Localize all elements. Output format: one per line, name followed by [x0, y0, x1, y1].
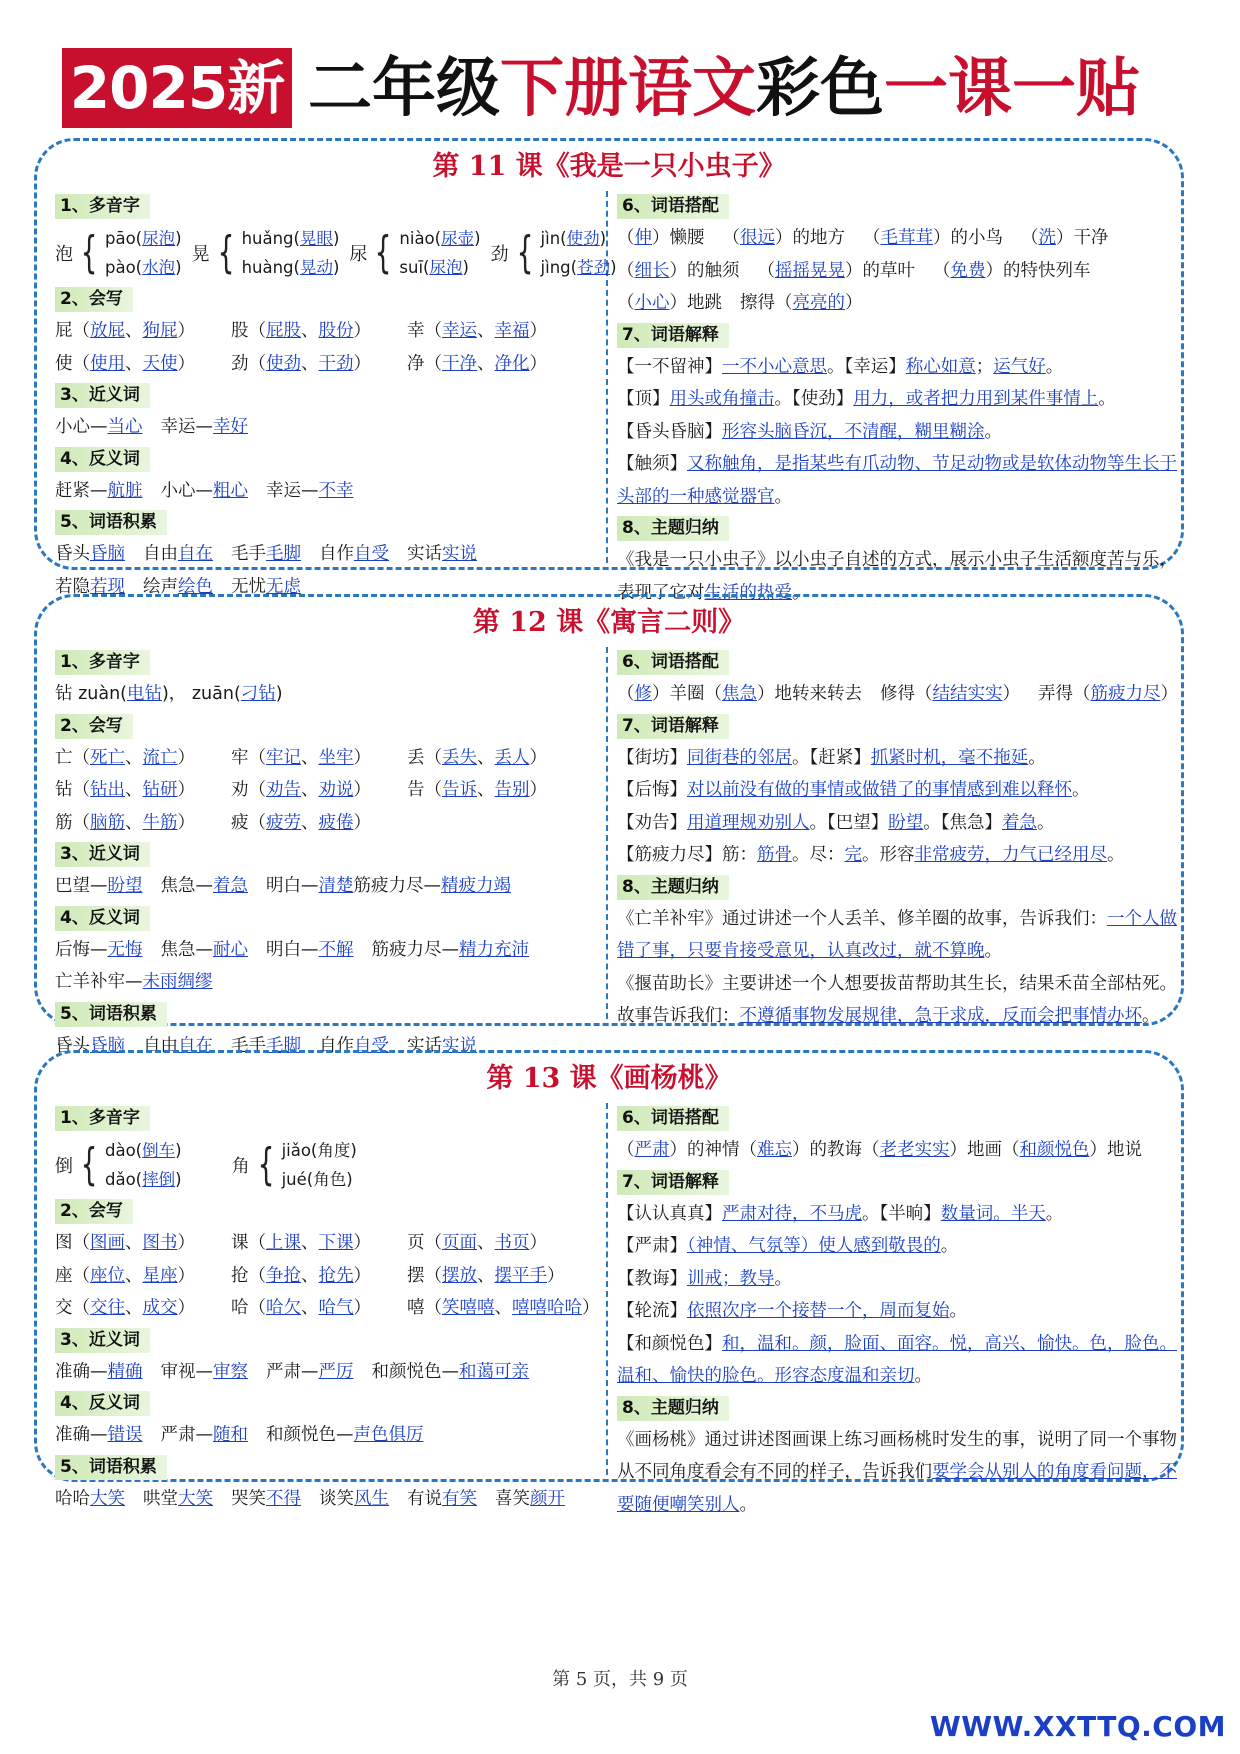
collocation-row: （小心）地跳 擦得（亮亮的） [617, 293, 863, 313]
write-row: 使（使用、天使） 劲（使劲、干劲） 净（干净、净化） [55, 353, 547, 374]
section-heading: 5、词语积累 [55, 510, 167, 535]
section-heading: 8、主题归纳 [617, 516, 729, 541]
section-heading: 3、近义词 [55, 842, 150, 867]
section-heading: 7、词语解释 [617, 1170, 729, 1195]
column-divider [606, 1103, 608, 1475]
explanation-row: 【轮流】依照次序一个接替一个，周而复始。 [617, 1301, 967, 1321]
right-column [617, 647, 1177, 1033]
section-heading: 4、反义词 [55, 906, 150, 931]
section-heading: 2、会写 [55, 1199, 133, 1224]
theme-text: 《亡羊补牢》通过讲述一个人丢羊、修羊圈的故事，告诉我们：一个人做错了事，只要肯接受意见，认真改过，就不算晚。 [617, 908, 1177, 961]
section-heading: 6、词语搭配 [617, 1106, 729, 1131]
left-column [55, 191, 617, 603]
section-heading: 4、反义词 [55, 447, 150, 472]
section-heading: 8、主题归纳 [617, 1396, 729, 1421]
section-heading: 2、会写 [55, 287, 133, 312]
polyphone-group: 晃 { huǎng(晃眼) huàng(晃动) [191, 227, 340, 278]
section-heading: 6、词语搭配 [617, 194, 729, 219]
section-heading: 5、词语积累 [55, 1455, 167, 1480]
collocation-row: （伸）懒腰 （很远）的地方 （毛茸茸）的小鸟 （洗）干净 [617, 228, 1109, 248]
write-row: 图（图画、图书） 课（上课、下课） 页（页面、书页） [55, 1233, 547, 1253]
theme-text: 《揠苗助长》主要讲述一个人想要拔苗帮助其生长，结果禾苗全部枯死。故事告诉我们：不遵循事物发展规律，急于求成，反而会把事情办坏。 [617, 973, 1177, 1026]
page-title: 二年级下册语文彩色一课一贴 [308, 51, 1140, 126]
section-heading: 6、词语搭配 [617, 650, 729, 675]
explanation-row: 【街坊】同街巷的邻居。【赶紧】抓紧时机，毫不拖延。 [617, 747, 1046, 768]
column-divider [606, 647, 608, 1019]
lesson-title: 第 12 课《寓言二则》 [472, 607, 746, 638]
polyphone-group: 倒 { dào(倒车) dǎo(摔倒) [55, 1139, 182, 1190]
theme-text: 《我是一只小虫子》以小虫子自述的方式，展示小虫子生活额度苦与乐，表现了它对生活的热爱。 [617, 550, 1177, 603]
section-heading: 7、词语解释 [617, 323, 729, 348]
accumulation-row: 昏头昏脑 自由自在 毛手毛脚 自作自受 实话实说 [55, 544, 477, 564]
section-heading: 5、词语积累 [55, 1002, 167, 1027]
antonym-row: 赶紧—航脏 小心—粗心 幸运—不幸 [55, 480, 354, 501]
antonym-row: 准确—错误 严肃—随和 和颜悦色—声色俱厉 [55, 1425, 424, 1445]
section-heading: 7、词语解释 [617, 714, 729, 739]
section-heading: 4、反义词 [55, 1391, 150, 1416]
explanation-row: 【后悔】对以前没有做的事情或做错了的事情感到难以释怀。 [617, 780, 1090, 800]
polyphone-group: 劲 { jìn(使劲) jìng(苍劲) [490, 227, 617, 278]
lesson-13-card [34, 1050, 1184, 1515]
synonym-row: 小心—当心 幸运—幸好 [55, 417, 248, 437]
explanation-row: 【筋疲力尽】筋：筋骨。尽：完。形容非常疲劳，力气已经用尽。 [617, 845, 1125, 865]
write-row: 座（座位、星座） 抢（争抢、抢先） 摆（摆放、摆平手） [55, 1265, 565, 1286]
accumulation-row: 若隐若现 绘声绘色 无忧无虑 [55, 576, 301, 597]
right-column [617, 1103, 1177, 1521]
explanation-row: 【教诲】训戒；教导。 [617, 1268, 792, 1289]
polyphone-row: 钻 zuàn(电钻)， zuān(刁钻) [55, 684, 283, 704]
lesson-title: 第 11 课《我是一只小虫子》 [432, 151, 786, 182]
section-heading: 1、多音字 [55, 650, 150, 675]
lesson-title: 第 13 课《画杨桃》 [486, 1063, 732, 1094]
section-heading: 3、近义词 [55, 1328, 150, 1353]
theme-text: 《画杨桃》通过讲述图画课上练习画杨桃时发生的事，说明了同一个事物从不同角度看会有不同的样子，告诉我们要学会从别人的角度看问题，不要随便嘲笑别人。 [617, 1429, 1177, 1515]
polyphone-row [55, 222, 617, 284]
collocation-row: （修）羊圈（焦急）地转来转去 修得（结结实实） 弄得（筋疲力尽） [617, 684, 1178, 704]
accumulation-row: 哈哈大笑 哄堂大笑 哭笑不得 谈笑风生 有说有笑 喜笑颜开 [55, 1488, 565, 1509]
polyphone-group: 泡 { pāo(尿泡) pào(水泡) [55, 227, 182, 278]
synonym-row: 巴望—盼望 焦急—着急 明白—清楚筋疲力尽—精疲力竭 [55, 876, 511, 896]
left-column [55, 1103, 600, 1515]
explanation-row: 【昏头昏脑】形容头脑昏沉，不清醒，糊里糊涂。 [617, 421, 1002, 442]
antonym-row: 亡羊补牢—未雨绸缪 [55, 972, 213, 992]
explanation-row: 【认认真真】严肃对待，不马虎。【半晌】数量词。半天。 [617, 1203, 1064, 1224]
antonym-row: 后悔—无悔 焦急—耐心 明白—不解 筋疲力尽—精力充沛 [55, 939, 529, 960]
polyphone-group: 尿 { niào(尿壶) suī(尿泡) [349, 227, 481, 278]
synonym-row: 准确—精确 审视—审察 严肃—严厉 和颜悦色—和蔼可亲 [55, 1361, 529, 1382]
page-header [62, 48, 1178, 134]
section-heading: 1、多音字 [55, 194, 150, 219]
polyphone-group: 角 { jiǎo(角度) jué(角色) [231, 1139, 357, 1190]
section-heading: 1、多音字 [55, 1106, 150, 1131]
write-row: 交（交往、成交） 哈（哈欠、哈气） 嘻（笑嘻嘻、嘻嘻哈哈） [55, 1298, 600, 1318]
section-heading: 3、近义词 [55, 383, 150, 408]
right-column [617, 191, 1177, 609]
left-column [55, 647, 600, 1062]
write-row: 钻（钻出、钻研） 劝（劝告、劝说） 告（告诉、告别） [55, 780, 547, 800]
section-heading: 8、主题归纳 [617, 875, 729, 900]
collocation-row: （严肃）的神情（难忘）的教诲（老老实实）地画（和颜悦色）地说 [617, 1140, 1142, 1160]
polyphone-row [55, 1134, 600, 1196]
page-number: 第 5 页，共 9 页 [552, 1669, 688, 1690]
write-row: 亡（死亡、流亡） 牢（牢记、坐牢） 丢（丢失、丢人） [55, 747, 547, 768]
site-watermark[interactable]: WWW.XXTTQ.COM [929, 1710, 1226, 1743]
section-heading: 2、会写 [55, 714, 133, 739]
explanation-row: 【和颜悦色】和，温和。颜，脸面、面容。悦，高兴、愉快。色，脸色。温和、愉快的脸色。形容态度温和亲切。 [617, 1333, 1177, 1386]
explanation-row: 【顶】用头或角撞击。【使劲】用力，或者把力用到某件事情上。 [617, 389, 1116, 409]
explanation-row: 【劝告】用道理规劝别人。【巴望】盼望。【焦急】着急。 [617, 812, 1055, 833]
write-row: 屁（放屁、狗屁） 股（屁股、股份） 幸（幸运、幸福） [55, 321, 547, 341]
explanation-row: 【触须】又称触角，是指某些有爪动物、节足动物或是软体动物等生长于头部的一种感觉器官。 [617, 454, 1177, 507]
lesson-11-card [34, 138, 1184, 603]
year-badge: 2025新 [62, 48, 292, 128]
collocation-row: （细长）的触须 （摇摇晃晃）的草叶 （免费）的特快列车 [617, 260, 1091, 281]
lesson-12-card [34, 594, 1184, 1056]
explanation-row: 【严肃】（神情、气氛等）使人感到敬畏的。 [617, 1236, 959, 1256]
write-row: 筋（脑筋、牛筋） 疲（疲劳、疲倦） [55, 812, 371, 833]
accumulation-row: 昏头昏脑 自由自在 毛手毛脚 自作自受 实话实说 [55, 1035, 477, 1056]
explanation-row: 【一不留神】一不小心意思。【幸运】称心如意；运气好。 [617, 356, 1064, 377]
